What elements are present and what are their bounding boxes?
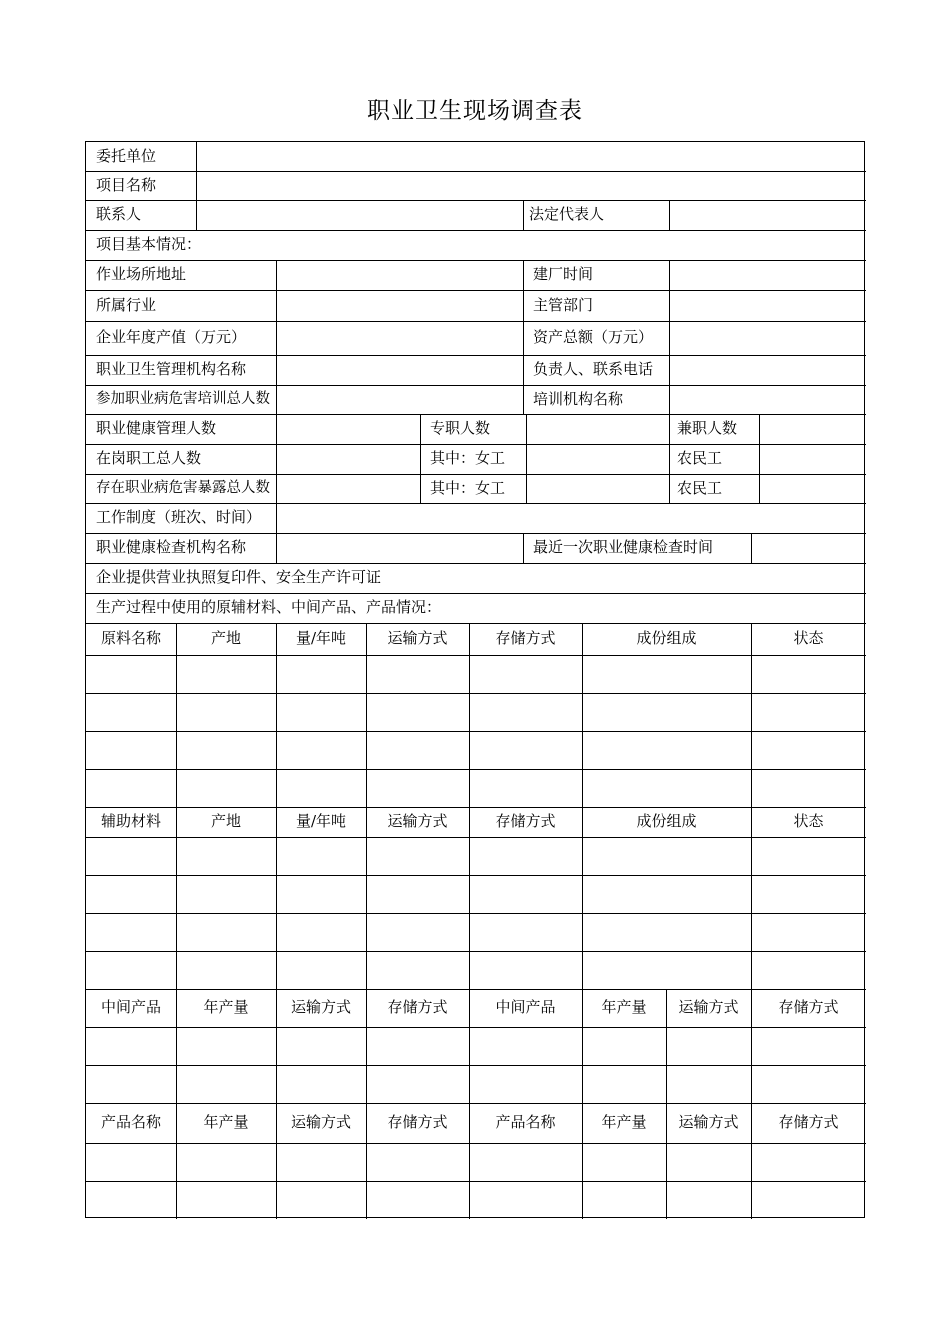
final-product-header-4: 产品名称 — [495, 1113, 556, 1131]
aux-material-row-0-col-1[interactable] — [177, 838, 275, 874]
intermediate-product-row-1-col-4[interactable] — [470, 1066, 581, 1102]
intermediate-product-row-0-col-2[interactable] — [277, 1028, 365, 1064]
aux-material-row-0-col-5[interactable] — [583, 838, 750, 874]
person-phone-label: 负责人、联系电话 — [533, 360, 654, 378]
authority-label: 主管部门 — [533, 295, 594, 314]
raw-material-header-2: 量/年吨 — [295, 629, 347, 647]
intermediate-product-header-1: 年产量 — [203, 998, 249, 1016]
fulltime-label: 专职人数 — [430, 419, 491, 437]
intermediate-product-header-2: 运输方式 — [290, 998, 351, 1016]
annual-output-value-field[interactable] — [277, 322, 522, 354]
intermediate-product-row-0-col-5[interactable] — [583, 1028, 665, 1064]
raw-material-row-0-col-3[interactable] — [367, 656, 468, 692]
intermediate-product-row-1-col-3[interactable] — [367, 1066, 468, 1102]
industry-label: 所属行业 — [96, 295, 157, 314]
raw-material-header-5: 成份组成 — [636, 629, 697, 647]
grid-line — [669, 414, 670, 503]
work-system-label: 工作制度（班次、时间） — [96, 508, 262, 526]
contact-label: 联系人 — [96, 205, 142, 223]
aux-material-row-1-col-3[interactable] — [367, 876, 468, 912]
intermediate-product-row-1-col-2[interactable] — [277, 1066, 365, 1102]
grid-line — [86, 474, 866, 475]
aux-material-row-1-col-4[interactable] — [470, 876, 581, 912]
aux-material-row-0-col-4[interactable] — [470, 838, 581, 874]
exam-org-label: 职业健康检查机构名称 — [96, 538, 247, 556]
intermediate-product-header-0: 中间产品 — [100, 998, 161, 1016]
final-product-row-0-col-7[interactable] — [752, 1144, 865, 1180]
aux-material-header-0: 辅助材料 — [100, 812, 161, 830]
final-product-row-0-col-6[interactable] — [667, 1144, 750, 1180]
client-value-field[interactable] — [197, 143, 865, 170]
raw-material-row-0-col-0[interactable] — [87, 656, 175, 692]
raw-material-row-0-col-4[interactable] — [470, 656, 581, 692]
intermediate-product-row-0-col-1[interactable] — [177, 1028, 275, 1064]
female1-label: 其中：女工 — [430, 449, 506, 467]
aux-material-row-2-col-0[interactable] — [87, 914, 175, 950]
aux-material-header-5: 成份组成 — [636, 812, 697, 830]
female2-label: 其中：女工 — [430, 478, 506, 497]
intermediate-product-row-0-col-7[interactable] — [752, 1028, 865, 1064]
person-phone-value-field[interactable] — [670, 356, 865, 384]
intermediate-product-row-1-col-6[interactable] — [667, 1066, 750, 1102]
licenses-label: 企业提供营业执照复印件、安全生产许可证 — [96, 568, 382, 586]
intermediate-product-header-3: 存储方式 — [387, 998, 448, 1016]
grid-line — [86, 444, 866, 445]
migrant1-label: 农民工 — [677, 449, 723, 467]
aux-material-row-3-col-4[interactable] — [470, 952, 581, 988]
female1-value-field[interactable] — [527, 445, 668, 473]
aux-material-row-2-col-3[interactable] — [367, 914, 468, 950]
raw-material-header-0: 原料名称 — [100, 629, 161, 647]
aux-material-row-2-col-6[interactable] — [752, 914, 865, 950]
final-product-row-1-col-0[interactable] — [87, 1182, 175, 1218]
aux-material-row-3-col-2[interactable] — [277, 952, 365, 988]
grid-line — [86, 1103, 866, 1104]
contact-value-field[interactable] — [197, 201, 522, 229]
grid-line — [420, 414, 421, 503]
grid-line — [523, 200, 524, 230]
materials-intro-label: 生产过程中使用的原辅材料、中间产品、产品情况： — [96, 598, 442, 616]
final-product-header-5: 年产量 — [601, 1113, 647, 1131]
industry-value-field[interactable] — [277, 291, 522, 320]
intermediate-product-header-6: 运输方式 — [678, 998, 739, 1016]
training-org-value-field[interactable] — [670, 386, 865, 413]
grid-line — [523, 260, 524, 414]
intermediate-product-row-1-col-7[interactable] — [752, 1066, 865, 1102]
survey-form-table — [85, 141, 865, 1218]
aux-material-row-0-col-6[interactable] — [752, 838, 865, 874]
aux-material-row-2-col-1[interactable] — [177, 914, 275, 950]
aux-material-header-1: 产地 — [210, 812, 241, 830]
parttime-value-field[interactable] — [760, 415, 865, 443]
aux-material-row-2-col-5[interactable] — [583, 914, 750, 950]
aux-material-row-2-col-2[interactable] — [277, 914, 365, 950]
training-total-value-field[interactable] — [277, 386, 522, 413]
aux-material-row-3-col-1[interactable] — [177, 952, 275, 988]
intermediate-product-header-7: 存储方式 — [778, 998, 839, 1016]
raw-material-row-3-col-4[interactable] — [470, 770, 581, 806]
intermediate-product-row-0-col-4[interactable] — [470, 1028, 581, 1064]
aux-material-row-3-col-5[interactable] — [583, 952, 750, 988]
grid-line — [86, 807, 866, 808]
raw-material-row-2-col-0[interactable] — [87, 732, 175, 768]
final-product-header-0: 产品名称 — [100, 1113, 161, 1131]
oh-org-label: 职业卫生管理机构名称 — [96, 360, 247, 378]
grid-line — [86, 593, 866, 594]
intermediate-product-row-1-col-1[interactable] — [177, 1066, 275, 1102]
intermediate-product-row-0-col-3[interactable] — [367, 1028, 468, 1064]
grid-line — [86, 989, 866, 990]
final-product-header-7: 存储方式 — [778, 1113, 839, 1131]
aux-material-row-1-col-2[interactable] — [277, 876, 365, 912]
raw-material-row-1-col-2[interactable] — [277, 694, 365, 730]
authority-value-field[interactable] — [670, 291, 865, 320]
legal-rep-label: 法定代表人 — [529, 205, 605, 223]
final-product-row-0-col-4[interactable] — [470, 1144, 581, 1180]
aux-material-row-3-col-0[interactable] — [87, 952, 175, 988]
grid-line — [523, 533, 524, 563]
training-total-label: 参加职业病危害培训总人数 — [96, 390, 270, 407]
raw-material-row-3-col-1[interactable] — [177, 770, 275, 806]
onpost-total-value-field[interactable] — [277, 445, 419, 473]
exam-org-value-field[interactable] — [277, 534, 522, 562]
final-product-row-0-col-3[interactable] — [367, 1144, 468, 1180]
oh-staff-value-field[interactable] — [277, 415, 419, 443]
aux-material-row-2-col-4[interactable] — [470, 914, 581, 950]
fulltime-value-field[interactable] — [527, 415, 668, 443]
final-product-row-0-col-5[interactable] — [583, 1144, 665, 1180]
intermediate-product-row-1-col-0[interactable] — [87, 1066, 175, 1102]
raw-material-header-4: 存储方式 — [495, 629, 556, 647]
total-assets-value-field[interactable] — [670, 322, 865, 354]
raw-material-row-3-col-6[interactable] — [752, 770, 865, 806]
raw-material-header-1: 产地 — [210, 629, 241, 647]
oh-staff-label: 职业健康管理人数 — [96, 419, 217, 437]
total-assets-label: 资产总额（万元） — [533, 328, 654, 346]
aux-material-row-3-col-6[interactable] — [752, 952, 865, 988]
build-time-value-field[interactable] — [670, 261, 865, 289]
project-name-value-field[interactable] — [197, 172, 865, 199]
final-product-row-1-col-1[interactable] — [177, 1182, 275, 1218]
training-org-label: 培训机构名称 — [533, 389, 624, 408]
raw-material-row-3-col-5[interactable] — [583, 770, 750, 806]
aux-material-row-1-col-1[interactable] — [177, 876, 275, 912]
oh-org-value-field[interactable] — [277, 356, 522, 384]
aux-material-header-6: 状态 — [793, 812, 824, 830]
site-address-label: 作业场所地址 — [96, 265, 187, 283]
aux-material-row-1-col-6[interactable] — [752, 876, 865, 912]
grid-line — [86, 230, 866, 231]
aux-material-header-4: 存储方式 — [495, 812, 556, 830]
raw-material-row-1-col-1[interactable] — [177, 694, 275, 730]
final-product-header-2: 运输方式 — [290, 1113, 351, 1131]
migrant1-value-field[interactable] — [760, 445, 865, 473]
raw-material-row-0-col-1[interactable] — [177, 656, 275, 692]
final-product-row-1-col-4[interactable] — [470, 1182, 581, 1218]
work-system-value-field[interactable] — [277, 504, 865, 532]
final-product-header-1: 年产量 — [203, 1113, 249, 1131]
aux-material-header-2: 量/年吨 — [295, 812, 347, 830]
raw-material-row-2-col-1[interactable] — [177, 732, 275, 768]
aux-material-row-0-col-2[interactable] — [277, 838, 365, 874]
intermediate-product-row-0-col-0[interactable] — [87, 1028, 175, 1064]
intermediate-product-header-4: 中间产品 — [495, 998, 556, 1016]
page-title: 职业卫生现场调查表 — [367, 98, 583, 124]
onpost-total-label: 在岗职工总人数 — [96, 449, 202, 467]
intermediate-product-header-5: 年产量 — [601, 998, 647, 1016]
raw-material-row-1-col-5[interactable] — [583, 694, 750, 730]
aux-material-row-0-col-0[interactable] — [87, 838, 175, 874]
grid-line — [86, 623, 866, 624]
aux-material-row-3-col-3[interactable] — [367, 952, 468, 988]
raw-material-row-3-col-0[interactable] — [87, 770, 175, 806]
raw-material-row-2-col-6[interactable] — [752, 732, 865, 768]
raw-material-row-3-col-2[interactable] — [277, 770, 365, 806]
aux-material-row-1-col-5[interactable] — [583, 876, 750, 912]
exposed-total-label: 存在职业病危害暴露总人数 — [96, 479, 270, 496]
intermediate-product-row-1-col-5[interactable] — [583, 1066, 665, 1102]
raw-material-row-1-col-0[interactable] — [87, 694, 175, 730]
legal-rep-value-field[interactable] — [670, 201, 865, 229]
raw-material-row-2-col-5[interactable] — [583, 732, 750, 768]
final-product-row-1-col-7[interactable] — [752, 1182, 865, 1218]
aux-material-header-3: 运输方式 — [387, 812, 448, 830]
raw-material-header-6: 状态 — [793, 629, 824, 647]
build-time-label: 建厂时间 — [533, 265, 594, 283]
final-product-row-0-col-2[interactable] — [277, 1144, 365, 1180]
client-label: 委托单位 — [96, 146, 157, 165]
migrant2-label: 农民工 — [677, 478, 723, 497]
migrant2-value-field[interactable] — [760, 475, 865, 502]
raw-material-row-0-col-5[interactable] — [583, 656, 750, 692]
final-product-row-1-col-5[interactable] — [583, 1182, 665, 1218]
last-exam-value-field[interactable] — [752, 534, 865, 562]
final-product-row-0-col-0[interactable] — [87, 1144, 175, 1180]
raw-material-row-2-col-3[interactable] — [367, 732, 468, 768]
licenses-value-field[interactable] — [87, 564, 865, 592]
final-product-row-0-col-1[interactable] — [177, 1144, 275, 1180]
final-product-header-6: 运输方式 — [678, 1113, 739, 1131]
parttime-label: 兼职人数 — [677, 419, 738, 437]
raw-material-row-1-col-3[interactable] — [367, 694, 468, 730]
aux-material-row-1-col-0[interactable] — [87, 876, 175, 912]
annual-output-label: 企业年度产值（万元） — [96, 328, 247, 346]
female2-value-field[interactable] — [527, 475, 668, 502]
exposed-total-value-field[interactable] — [277, 475, 419, 502]
raw-material-row-3-col-3[interactable] — [367, 770, 468, 806]
final-product-header-3: 存储方式 — [387, 1113, 448, 1131]
intermediate-product-row-0-col-6[interactable] — [667, 1028, 750, 1064]
grid-line — [86, 414, 866, 415]
project-overview-label: 项目基本情况： — [96, 235, 202, 253]
final-product-row-1-col-2[interactable] — [277, 1182, 365, 1218]
raw-material-row-2-col-4[interactable] — [470, 732, 581, 768]
raw-material-row-1-col-6[interactable] — [752, 694, 865, 730]
site-address-value-field[interactable] — [277, 261, 522, 289]
aux-material-row-0-col-3[interactable] — [367, 838, 468, 874]
final-product-row-1-col-3[interactable] — [367, 1182, 468, 1218]
raw-material-row-0-col-6[interactable] — [752, 656, 865, 692]
raw-material-row-0-col-2[interactable] — [277, 656, 365, 692]
last-exam-label: 最近一次职业健康检查时间 — [533, 538, 714, 556]
raw-material-header-3: 运输方式 — [387, 629, 448, 647]
raw-material-row-1-col-4[interactable] — [470, 694, 581, 730]
raw-material-row-2-col-2[interactable] — [277, 732, 365, 768]
project-name-label: 项目名称 — [96, 175, 157, 194]
final-product-row-1-col-6[interactable] — [667, 1182, 750, 1218]
